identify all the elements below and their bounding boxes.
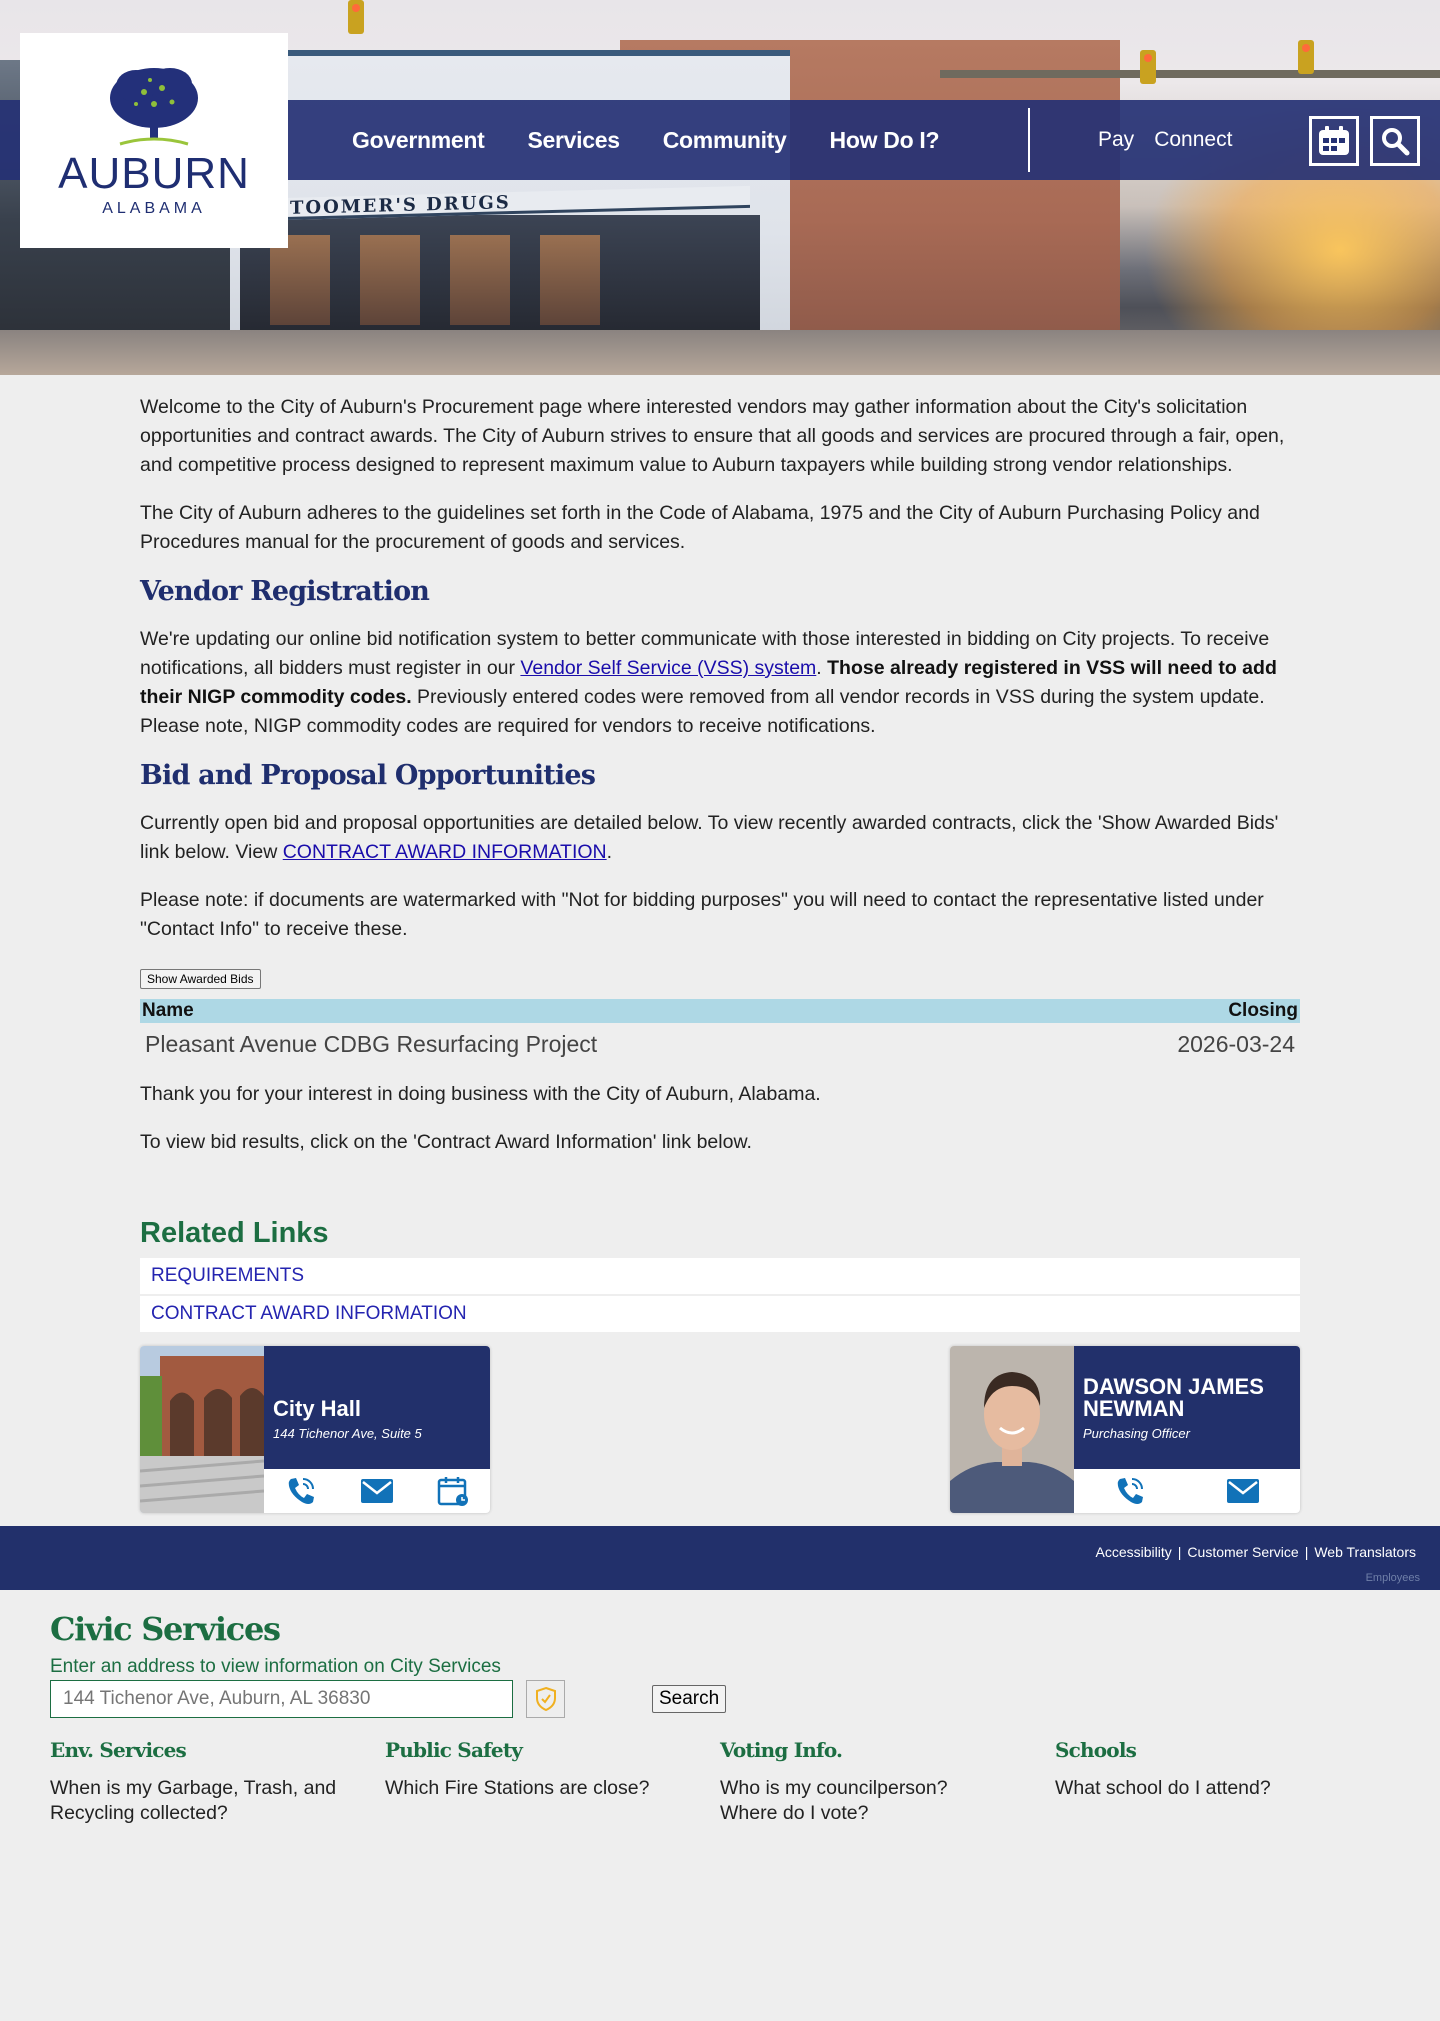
shield-check-icon bbox=[535, 1686, 557, 1712]
site-header bbox=[0, 0, 1440, 375]
column-header-closing[interactable]: Closing bbox=[1049, 999, 1300, 1023]
bids-table bbox=[140, 999, 1300, 1066]
separator: | bbox=[1177, 1544, 1182, 1560]
bid-opportunities-heading: Bid and Proposal Opportunities bbox=[140, 760, 596, 791]
related-links-heading: Related Links bbox=[140, 1217, 329, 1249]
nav-pay[interactable]: Pay bbox=[1098, 128, 1135, 151]
hero-photo-storefront bbox=[240, 215, 760, 345]
service-columns bbox=[50, 1738, 1390, 1826]
vendor-registration-heading: Vendor Registration bbox=[140, 576, 430, 607]
separator: | bbox=[1304, 1544, 1309, 1560]
address-search-button[interactable]: Search bbox=[652, 1685, 726, 1713]
traffic-pole bbox=[940, 70, 1440, 78]
civic-services-heading: Civic Services bbox=[50, 1610, 280, 1648]
calendar-clock-icon[interactable] bbox=[437, 1475, 469, 1507]
card-title: City Hall bbox=[273, 1396, 362, 1421]
email-icon[interactable] bbox=[1226, 1478, 1260, 1504]
footer-links bbox=[1096, 1544, 1416, 1560]
staff-name: DAWSON JAMES NEWMAN bbox=[1083, 1374, 1264, 1421]
service-link-where-vote[interactable]: Where do I vote? bbox=[720, 1802, 869, 1824]
nav-community[interactable]: Community bbox=[662, 126, 787, 153]
bid-text: Currently open bid and proposal opportunities are detailed below. To view recently awarded contracts, click the 'Show Awarded Bids' link below. View bbox=[140, 812, 1279, 863]
oak-tree-icon bbox=[106, 64, 202, 150]
footer-link-employees[interactable]: Employees bbox=[1365, 1572, 1420, 1584]
main-content bbox=[140, 375, 1300, 1516]
purchasing-officer-card bbox=[950, 1346, 1300, 1513]
city-hall-card bbox=[140, 1346, 490, 1513]
staff-photo bbox=[950, 1346, 1074, 1513]
email-icon[interactable] bbox=[360, 1478, 394, 1504]
footer-link-accessibility[interactable]: Accessibility bbox=[1095, 1544, 1172, 1560]
address-search-row bbox=[50, 1680, 1390, 1718]
service-public-safety bbox=[385, 1738, 720, 1826]
nav-how-do-i[interactable]: How Do I? bbox=[829, 126, 940, 153]
service-heading: Public Safety bbox=[385, 1738, 523, 1762]
nav-services[interactable]: Services bbox=[527, 126, 620, 153]
vendor-text: . bbox=[816, 657, 828, 679]
service-heading: Voting Info. bbox=[720, 1738, 843, 1762]
search-icon bbox=[1380, 126, 1410, 156]
service-schools bbox=[1055, 1738, 1390, 1826]
service-env bbox=[50, 1738, 385, 1826]
traffic-light bbox=[348, 0, 364, 34]
city-hall-photo bbox=[140, 1346, 264, 1513]
card-address: 144 Tichenor Ave, Suite 5 bbox=[273, 1426, 422, 1441]
utility-nav bbox=[1098, 100, 1232, 180]
card-actions bbox=[1074, 1469, 1300, 1513]
intro-paragraph: Welcome to the City of Auburn's Procurement page where interested vendors may gather information about the City's solicitation opportunities and contract awards. The City of Auburn strives to ensure that all goods and services are procured through a fair, open, and competitive process designed to represent maximum value to Auburn taxpayers while building strong vendor relationships. bbox=[140, 396, 1285, 476]
calendar-icon bbox=[1317, 125, 1351, 157]
address-hint: Enter an address to view information on City Services bbox=[50, 1656, 501, 1677]
traffic-light bbox=[1140, 50, 1156, 84]
guidelines-paragraph: The City of Auburn adheres to the guidelines set forth in the Code of Alabama, 1975 and the City of Auburn Purchasing Policy and Procedures manual for the procurement of goods and services. bbox=[140, 502, 1260, 553]
footer-link-customer-service[interactable]: Customer Service bbox=[1187, 1544, 1299, 1560]
staff-info bbox=[1074, 1346, 1300, 1469]
service-link-fire-stations[interactable]: Which Fire Stations are close? bbox=[385, 1777, 650, 1799]
traffic-light bbox=[1298, 40, 1314, 74]
vendor-text: Previously entered codes were removed from all vendor records in VSS during the system update. Please note, NIGP commodity codes are required for vendors to receive notifications. bbox=[140, 686, 1265, 737]
nav-government[interactable]: Government bbox=[352, 126, 485, 153]
service-heading: Schools bbox=[1055, 1738, 1137, 1762]
card-actions bbox=[264, 1469, 490, 1513]
hero-photo-sign: TOOMER'S DRUGS bbox=[280, 186, 750, 220]
bid-text: . bbox=[606, 841, 613, 863]
contract-award-info-link[interactable]: CONTRACT AWARD INFORMATION bbox=[282, 841, 607, 863]
staff-title: Purchasing Officer bbox=[1083, 1426, 1190, 1441]
phone-icon[interactable] bbox=[285, 1475, 317, 1507]
column-header-name[interactable]: Name bbox=[140, 999, 1049, 1023]
watermark-note: Please note: if documents are watermarked with "Not for bidding purposes" you will need to contact the representative listed under "Contact Info" to receive these. bbox=[140, 889, 1264, 940]
civic-services bbox=[0, 1590, 1440, 1866]
thanks-paragraph: Thank you for your interest in doing business with the City of Auburn, Alabama. bbox=[140, 1083, 821, 1105]
calendar-button[interactable] bbox=[1309, 116, 1359, 166]
contact-cards bbox=[140, 1346, 1300, 1516]
vendor-registration-paragraph bbox=[140, 625, 1300, 741]
address-input[interactable] bbox=[50, 1680, 513, 1718]
search-button[interactable] bbox=[1370, 116, 1420, 166]
site-logo[interactable] bbox=[20, 33, 288, 248]
related-link-requirements[interactable]: REQUIREMENTS bbox=[140, 1258, 1300, 1296]
nav-connect[interactable]: Connect bbox=[1154, 128, 1233, 151]
bid-name[interactable]: Pleasant Avenue CDBG Resurfacing Project bbox=[145, 1031, 598, 1057]
logo-subtitle: ALABAMA bbox=[102, 199, 206, 217]
footer-bar bbox=[0, 1526, 1440, 1590]
nav-divider bbox=[1028, 108, 1030, 172]
related-links-list bbox=[140, 1258, 1300, 1334]
table-row[interactable] bbox=[140, 1023, 1300, 1066]
bids-table-header bbox=[140, 999, 1300, 1023]
bid-opportunities-paragraph bbox=[140, 809, 1300, 867]
vendor-bold-notice: Those already registered in VSS will need to add their NIGP commodity codes. bbox=[140, 657, 1277, 708]
service-voting bbox=[720, 1738, 1055, 1826]
footer-link-web-translators[interactable]: Web Translators bbox=[1314, 1544, 1416, 1560]
city-hall-info bbox=[264, 1346, 490, 1469]
service-link-garbage[interactable]: When is my Garbage, Trash, and Recycling collected? bbox=[50, 1777, 337, 1824]
primary-nav bbox=[352, 100, 939, 180]
hero-photo-street bbox=[0, 330, 1440, 375]
phone-icon[interactable] bbox=[1114, 1475, 1146, 1507]
service-link-school[interactable]: What school do I attend? bbox=[1055, 1777, 1271, 1799]
verify-address-button[interactable] bbox=[526, 1680, 565, 1718]
service-heading: Env. Services bbox=[50, 1738, 187, 1762]
bid-results-paragraph: To view bid results, click on the 'Contract Award Information' link below. bbox=[140, 1131, 752, 1153]
related-link-contract-award[interactable]: CONTRACT AWARD INFORMATION bbox=[140, 1296, 1300, 1334]
bid-closing-date: 2026-03-24 bbox=[1177, 1031, 1295, 1057]
logo-wordmark: AUBURN bbox=[58, 148, 250, 198]
vss-system-link[interactable]: Vendor Self Service (VSS) system bbox=[520, 657, 817, 679]
vendor-text: We're updating our online bid notification system to better communicate with those interested in bidding on City projects. To receive notifications, all bidders must register in our bbox=[140, 628, 1270, 679]
service-link-councilperson[interactable]: Who is my councilperson? bbox=[720, 1777, 948, 1799]
show-awarded-bids-button[interactable]: Show Awarded Bids bbox=[140, 969, 261, 989]
